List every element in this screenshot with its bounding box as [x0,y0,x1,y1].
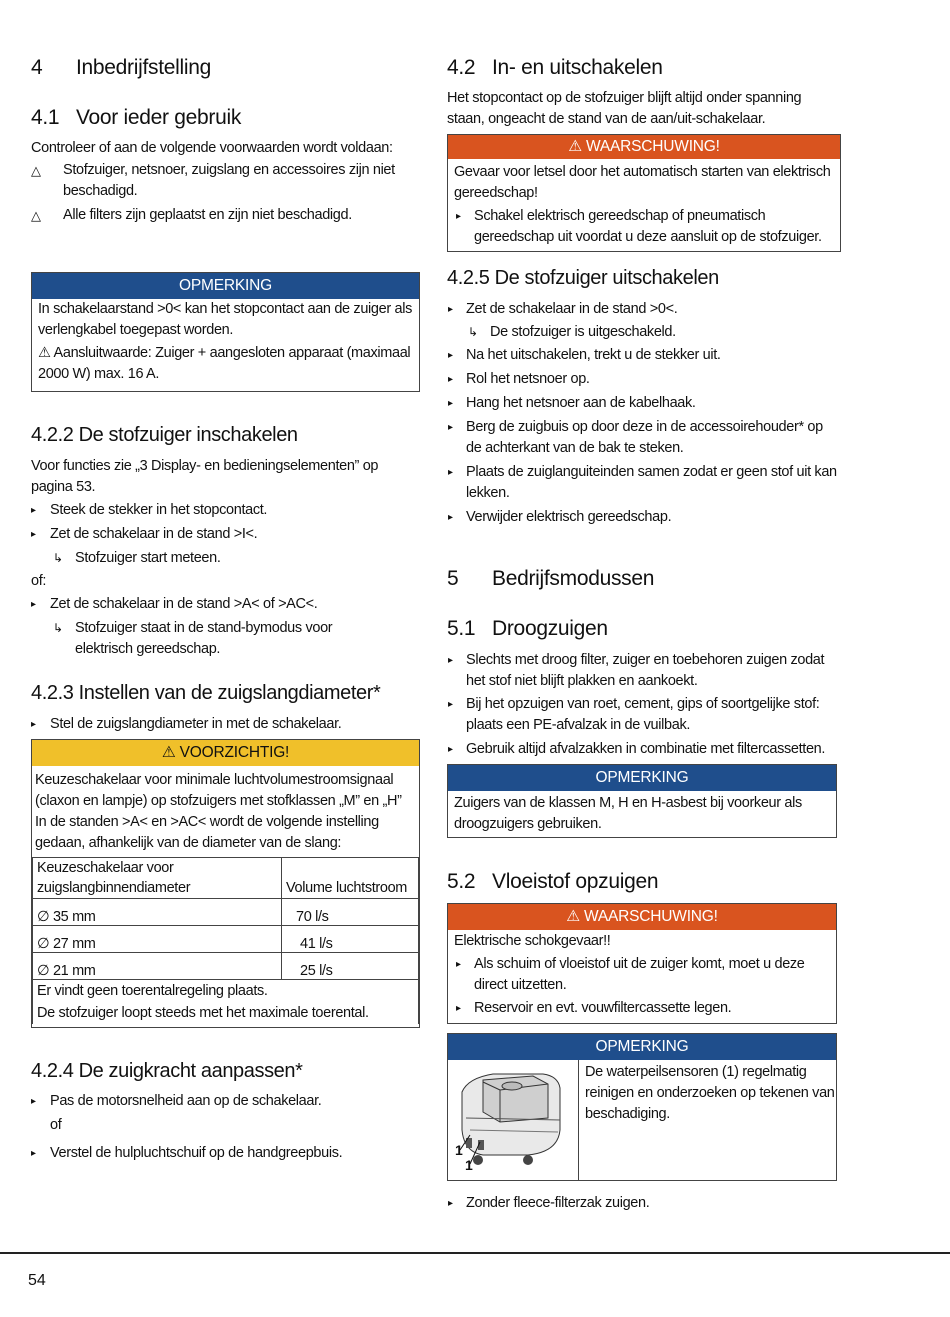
step-item: ▸ Zet de schakelaar in de stand >I<. [31,524,421,545]
warning-text: Elektrische schokgevaar!! [454,933,611,949]
arrow-icon: ▸ [448,350,453,361]
step-item: ▸ Zet de schakelaar in de stand >A< of >AC<. [31,594,421,615]
step-item: ▸ Pas de motorsnelheid aan op de schakelaar. [31,1091,421,1112]
table-row [33,953,419,980]
arrow-icon: ▸ [31,599,36,610]
warning-header: ⚠ WAARSCHUWING! [448,904,836,930]
arrow-icon: ▸ [31,719,36,730]
heading-4-2-2: 4.2.2 De stofzuiger inschakelen [31,424,298,446]
warning-bullet: ▸ Reservoir en evt. vouwfiltercassette legen. [456,998,830,1019]
arrow-icon: ▸ [448,422,453,433]
arrow-icon: ▸ [31,505,36,516]
result-arrow-icon: ↳ [53,551,63,565]
arrow-icon: ▸ [448,304,453,315]
table-cell: 25 l/s [282,953,419,980]
note-box [31,272,420,392]
step-item: ▸ Gebruik altijd afvalzakken in combinatie met filtercassetten. [448,739,838,760]
step-item: ▸ Na het uitschakelen, trekt u de stekker uit. [448,345,838,366]
callout-label: 1 [465,1157,473,1173]
step-item: ▸ Zet de schakelaar in de stand >0<. [448,299,838,320]
vacuum-image [448,1060,579,1180]
step-item: ▸ Slechts met droog filter, zuiger en toebehoren zuigen zodat het stof niet blijft plakken en aankoekt. [448,652,825,689]
arrow-icon: ▸ [448,398,453,409]
warning-header: ⚠ WAARSCHUWING! [448,135,840,159]
arrow-icon: ▸ [448,1198,453,1209]
warning-bullet: ▸ Als schuim of vloeistof uit de zuiger komt, moet u deze direct uitzetten. [456,956,805,993]
table-cell: ∅ 35 mm [33,899,282,926]
note-header: OPMERKING [32,273,419,299]
arrow-icon: ▸ [448,512,453,523]
table-cell: 41 l/s [282,926,419,953]
caution-header: ⚠ VOORZICHTIG! [32,740,419,766]
caution-text: Keuzeschakelaar voor minimale luchtvolumestroomsignaal (claxon en lampje) op stofzuigers met stofklassen „M” en „H” In de standen >A< en >AC< wordt de volgende instelling gedaan, afhankelijk van de diameter van de slang: [35,772,402,851]
warning-bullet: ▸ Schakel elektrisch gereedschap of pneumatisch gereedschap uit voordat u deze aansluit op de stofzuiger. [456,208,822,245]
result-arrow-icon: ↳ [53,621,63,635]
step-item: ▸ Verstel de hulpluchtschuif op de handgreepbuis. [31,1143,421,1164]
step-item: ▸ Rol het netsnoer op. [448,369,838,390]
or-text: of [50,1117,62,1133]
paragraph: Het stopcontact op de stofzuiger blijft altijd onder spanning staan, ongeacht de stand van de aan/uit-schakelaar. [447,90,802,127]
arrow-icon: ▸ [448,655,453,666]
table-header-cell: Keuzeschakelaar voor zuigslangbinnendiameter [33,858,282,899]
arrow-icon: ▸ [31,1096,36,1107]
note-box [447,764,837,838]
arrow-icon: ▸ [456,959,461,970]
heading-4-2: 4.2 In- en uitschakelen [447,56,663,79]
result-item: ↳ Stofzuiger staat in de stand-bymodus voor elektrisch gereedschap. [53,620,333,657]
table-row [33,926,419,953]
table-header-row [33,858,419,899]
arrow-icon: ▸ [31,1148,36,1159]
footer-rule [0,1252,950,1254]
step-item: ▸ Plaats de zuiglanguiteinden samen zodat er geen stof uit kan lekken. [448,464,837,501]
table-cell: 70 l/s [282,899,419,926]
table-footer-cell: Er vindt geen toerentalregeling plaats. De stofzuiger loopt steeds met het maximale toerental. [33,980,419,1025]
result-arrow-icon: ↳ [468,325,478,339]
note-text: Zuigers van de klassen M, H en H-asbest bij voorkeur als droogzuigers gebruiken. [454,795,802,832]
arrow-icon: ▸ [448,467,453,478]
table-row [33,899,419,926]
paragraph: Voor functies zie „3 Display- en bedieningselementen” op pagina 53. [31,458,379,495]
arrow-icon: ▸ [448,744,453,755]
table-cell: ∅ 21 mm [33,953,282,980]
heading-5-1: 5.1 Droogzuigen [447,617,608,640]
step-item: ▸ Berg de zuigbuis op door deze in de accessoirehouder* op de achterkant van de bak te steken. [448,419,823,456]
triangle-icon: △ [31,208,41,223]
heading-5-2: 5.2 Vloeistof opzuigen [447,870,659,893]
caution-box [31,739,420,1028]
step-item: ▸ Bij het opzuigen van roet, cement, gips of soortgelijke stof: plaats een PE-afvalzak in de vuilbak. [448,696,820,733]
heading-5: 5 Bedrijfsmodussen [447,567,655,590]
table-cell: ∅ 27 mm [33,926,282,953]
arrow-icon: ▸ [456,211,461,222]
arrow-icon: ▸ [31,529,36,540]
step-item: ▸ Steek de stekker in het stopcontact. [31,500,421,521]
heading-4: 4 Inbedrijfstelling [31,56,211,79]
page-number: 54 [28,1272,46,1289]
callout-label: 1 [455,1142,463,1158]
arrow-icon: ▸ [448,699,453,710]
table-header-cell: Volume luchtstroom [282,858,419,899]
triangle-icon: △ [31,163,41,178]
warning-box [447,903,837,1024]
step-item: ▸ Zonder fleece-filterzak zuigen. [448,1193,838,1214]
note-box [447,1033,837,1181]
heading-4-2-5: 4.2.5 De stofzuiger uitschakelen [447,267,719,289]
warning-text: Gevaar voor letsel door het automatisch starten van elektrisch gereedschap! [454,164,831,201]
result-item: ↳ Stofzuiger start meteen. [53,548,423,569]
arrow-icon: ▸ [448,374,453,385]
heading-4-2-4: 4.2.4 De zuigkracht aanpassen* [31,1060,303,1082]
step-item: ▸ Stel de zuigslangdiameter in met de schakelaar. [31,714,421,735]
note-header: OPMERKING [448,765,836,791]
warning-box [447,134,841,252]
step-item: ▸ Hang het netsnoer aan de kabelhaak. [448,393,838,414]
step-item: ▸ Verwijder elektrisch gereedschap. [448,507,838,528]
note-header: OPMERKING [448,1034,836,1060]
airflow-table [32,857,419,1024]
note-text: ⚠ Aansluitwaarde: Zuiger + aangesloten apparaat (maximaal 2000 W) max. 16 A. [38,345,411,382]
intro-text: Controleer of aan de volgende voorwaarden wordt voldaan: [31,140,393,156]
or-text: of: [31,573,47,589]
note-text: In schakelaarstand >0< kan het stopcontact aan de zuiger als verlengkabel toegepast worden. [38,301,412,338]
check-item: △ Stofzuiger, netsnoer, zuigslang en accessoires zijn niet beschadigd. [31,162,395,199]
arrow-icon: ▸ [456,1003,461,1014]
check-item: △ Alle filters zijn geplaatst en zijn niet beschadigd. [31,205,421,226]
table-footer-row [33,980,419,1025]
heading-4-1: 4.1 Voor ieder gebruik [31,106,242,129]
note-text: De waterpeilsensoren (1) regelmatig reinigen en onderzoeken op tekenen van beschadiging. [585,1064,835,1122]
result-item: ↳ De stofzuiger is uitgeschakeld. [468,322,838,343]
heading-4-2-3: 4.2.3 Instellen van de zuigslangdiameter* [31,682,381,704]
